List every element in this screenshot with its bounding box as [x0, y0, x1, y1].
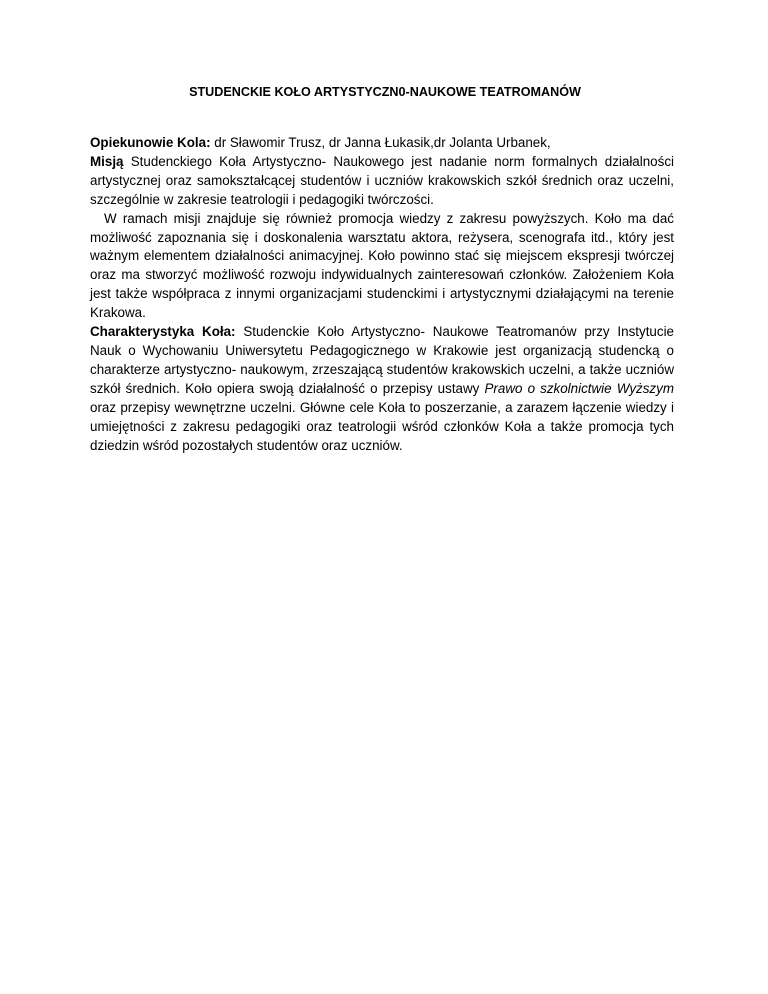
characteristics-paragraph	[90, 323, 674, 455]
guardians-label: Opiekunowie Kola:	[90, 135, 211, 150]
mission-continuation-paragraph: W ramach misji znajduje się również promocja wiedzy z zakresu powyższych. Koło ma dać możliwość zapoznania się i doskonalenia warsztatu aktora, reżysera, scenografa itd., który jest ważnym elementem działalności animacyjnej. Koło powinno stać się miejscem ekspresji twórczej oraz ma stworzyć możliwość rozwoju indywidualnych zainteresowań członków. Założeniem Koła jest także współpraca z innymi organizacjami studenckimi i artystycznymi działającymi na terenie Krakowa.	[90, 210, 674, 321]
law-title: Prawo o szkolnictwie Wyższym	[484, 380, 674, 396]
characteristics-label: Charakterystyka Koła:	[90, 324, 236, 340]
characteristics-text-before: Studenckie Koło Artystyczno- Naukowe Teatromanów przy Instytucie Nauk o Wychowaniu Uniwersytetu Pedagogicznego w Krakowie jest organizacją studencką o charakterze artystyczno- naukowym, zrzeszającą studentów krakowskich uczelni, a także uczniów szkół średnich. Koło opiera swoją działalność o przepisy ustawy	[90, 324, 674, 396]
mission-paragraph	[90, 153, 674, 210]
guardians-paragraph	[90, 134, 674, 153]
mission-text: Studenckiego Koła Artystyczno- Naukowego jest nadanie norm formalnych działalności artystycznej oraz samokształcącej studentów i uczniów krakowskich szkół średnich oraz uczelni, szczególnie w zakresie teatrologii i pedagogiki twórczości.	[90, 153, 674, 207]
document-body	[90, 134, 674, 455]
mission-label: Misją	[90, 153, 124, 169]
guardians-text: dr Sławomir Trusz, dr Janna Łukasik,dr Jolanta Urbanek,	[210, 135, 551, 150]
document-title: STUDENCKIE KOŁO ARTYSTYCZN0-NAUKOWE TEATROMANÓW	[189, 85, 581, 99]
characteristics-text-after: oraz przepisy wewnętrzne uczelni. Główne cele Koła to poszerzanie, a zarazem łączenie wiedzy i umiejętności z zakresu pedagogiki oraz teatrologii wśród członków Koła a także promocja tych dziedzin wśród pozostałych studentów oraz uczniów.	[90, 399, 674, 453]
